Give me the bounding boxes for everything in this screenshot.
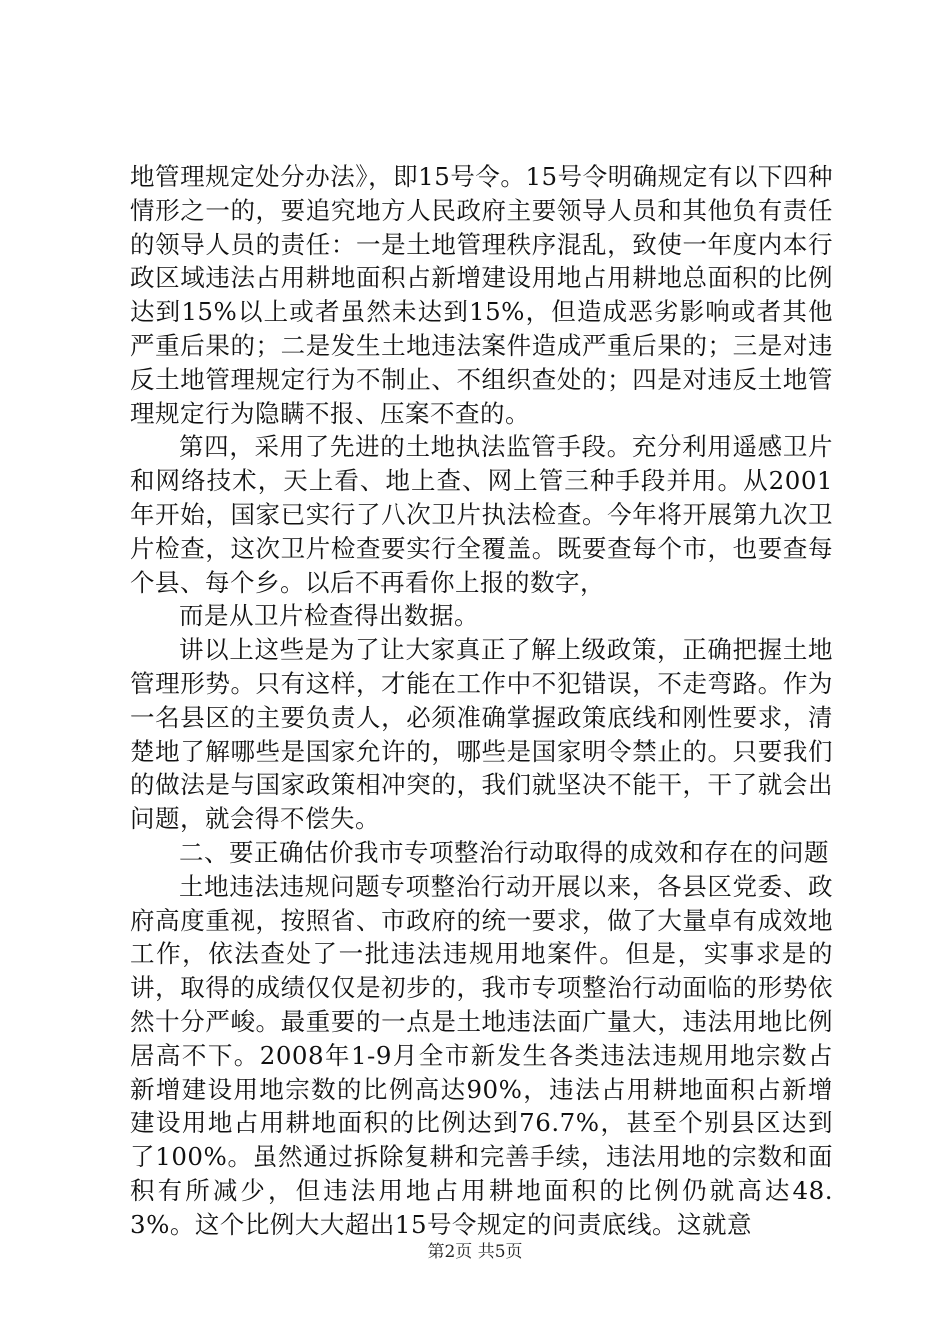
- page-number: 第2页 共5页: [427, 1242, 523, 1262]
- paragraph-continuation: 地管理规定处分办法》，即15号令。15号令明确规定有以下四种情形之一的，要追究地方人民政府主要领导人员和其他负有责任的领导人员的责任：一是土地管理秩序混乱，致使一年度内本行政区域违法占用耕地面积占新增建设用地占用耕地总面积的比例达到15%以上或者虽然未达到15%，但造成恶劣影响或者其他严重后果的；二是发生土地违法案件造成严重后果的；三是对违反土地管理规定行为不制止、不组织查处的；四是对违反土地管理规定行为隐瞒不报、压案不查的。: [130, 162, 833, 428]
- page-footer: [0, 1241, 950, 1263]
- section-heading-two: 二、要正确估价我市专项整治行动取得的成效和存在的问题: [179, 837, 829, 867]
- document-body: [130, 160, 833, 1242]
- paragraph-satellite-data: 而是从卫片检查得出数据。: [179, 601, 479, 631]
- paragraph-fourth-point: 第四，采用了先进的土地执法监管手段。充分利用遥感卫片和网络技术，天上看、地上查、网上管三种手段并用。从2001年开始，国家已实行了八次卫片执法检查。今年将开展第九次卫片检查，这次卫片检查要实行全覆盖。既要查每个市，也要查每个县、每个乡。以后不再看你上报的数字，: [130, 432, 833, 597]
- paragraph-policy-summary: 讲以上这些是为了让大家真正了解上级政策，正确把握土地管理形势。只有这样，才能在工作中不犯错误，不走弯路。作为一名县区的主要负责人，必须准确掌握政策底线和刚性要求，清楚地了解哪些是国家允许的，哪些是国家明令禁止的。只要我们的做法是与国家政策相冲突的，我们就坚决不能干，干了就会出问题，就会得不偿失。: [130, 635, 833, 834]
- paragraph-campaign-results: 土地违法违规问题专项整治行动开展以来，各县区党委、政府高度重视，按照省、市政府的统一要求，做了大量卓有成效地工作，依法查处了一批违法违规用地案件。但是，实事求是的讲，取得的成绩仅仅是初步的，我市专项整治行动面临的形势依然十分严峻。最重要的一点是土地违法面广量大，违法用地比例居高不下。2008年1-9月全市新发生各类违法违规用地宗数占新增建设用地宗数的比例高达90%，违法占用耕地面积占新增建设用地占用耕地面积的比例达到76.7%，甚至个别县区达到了100%。虽然通过拆除复耕和完善手续，违法用地的宗数和面积有所减少，但违法用地占用耕地面积的比例仍就高达48.3%。这个比例大大超出15号令规定的问责底线。这就意: [130, 871, 833, 1239]
